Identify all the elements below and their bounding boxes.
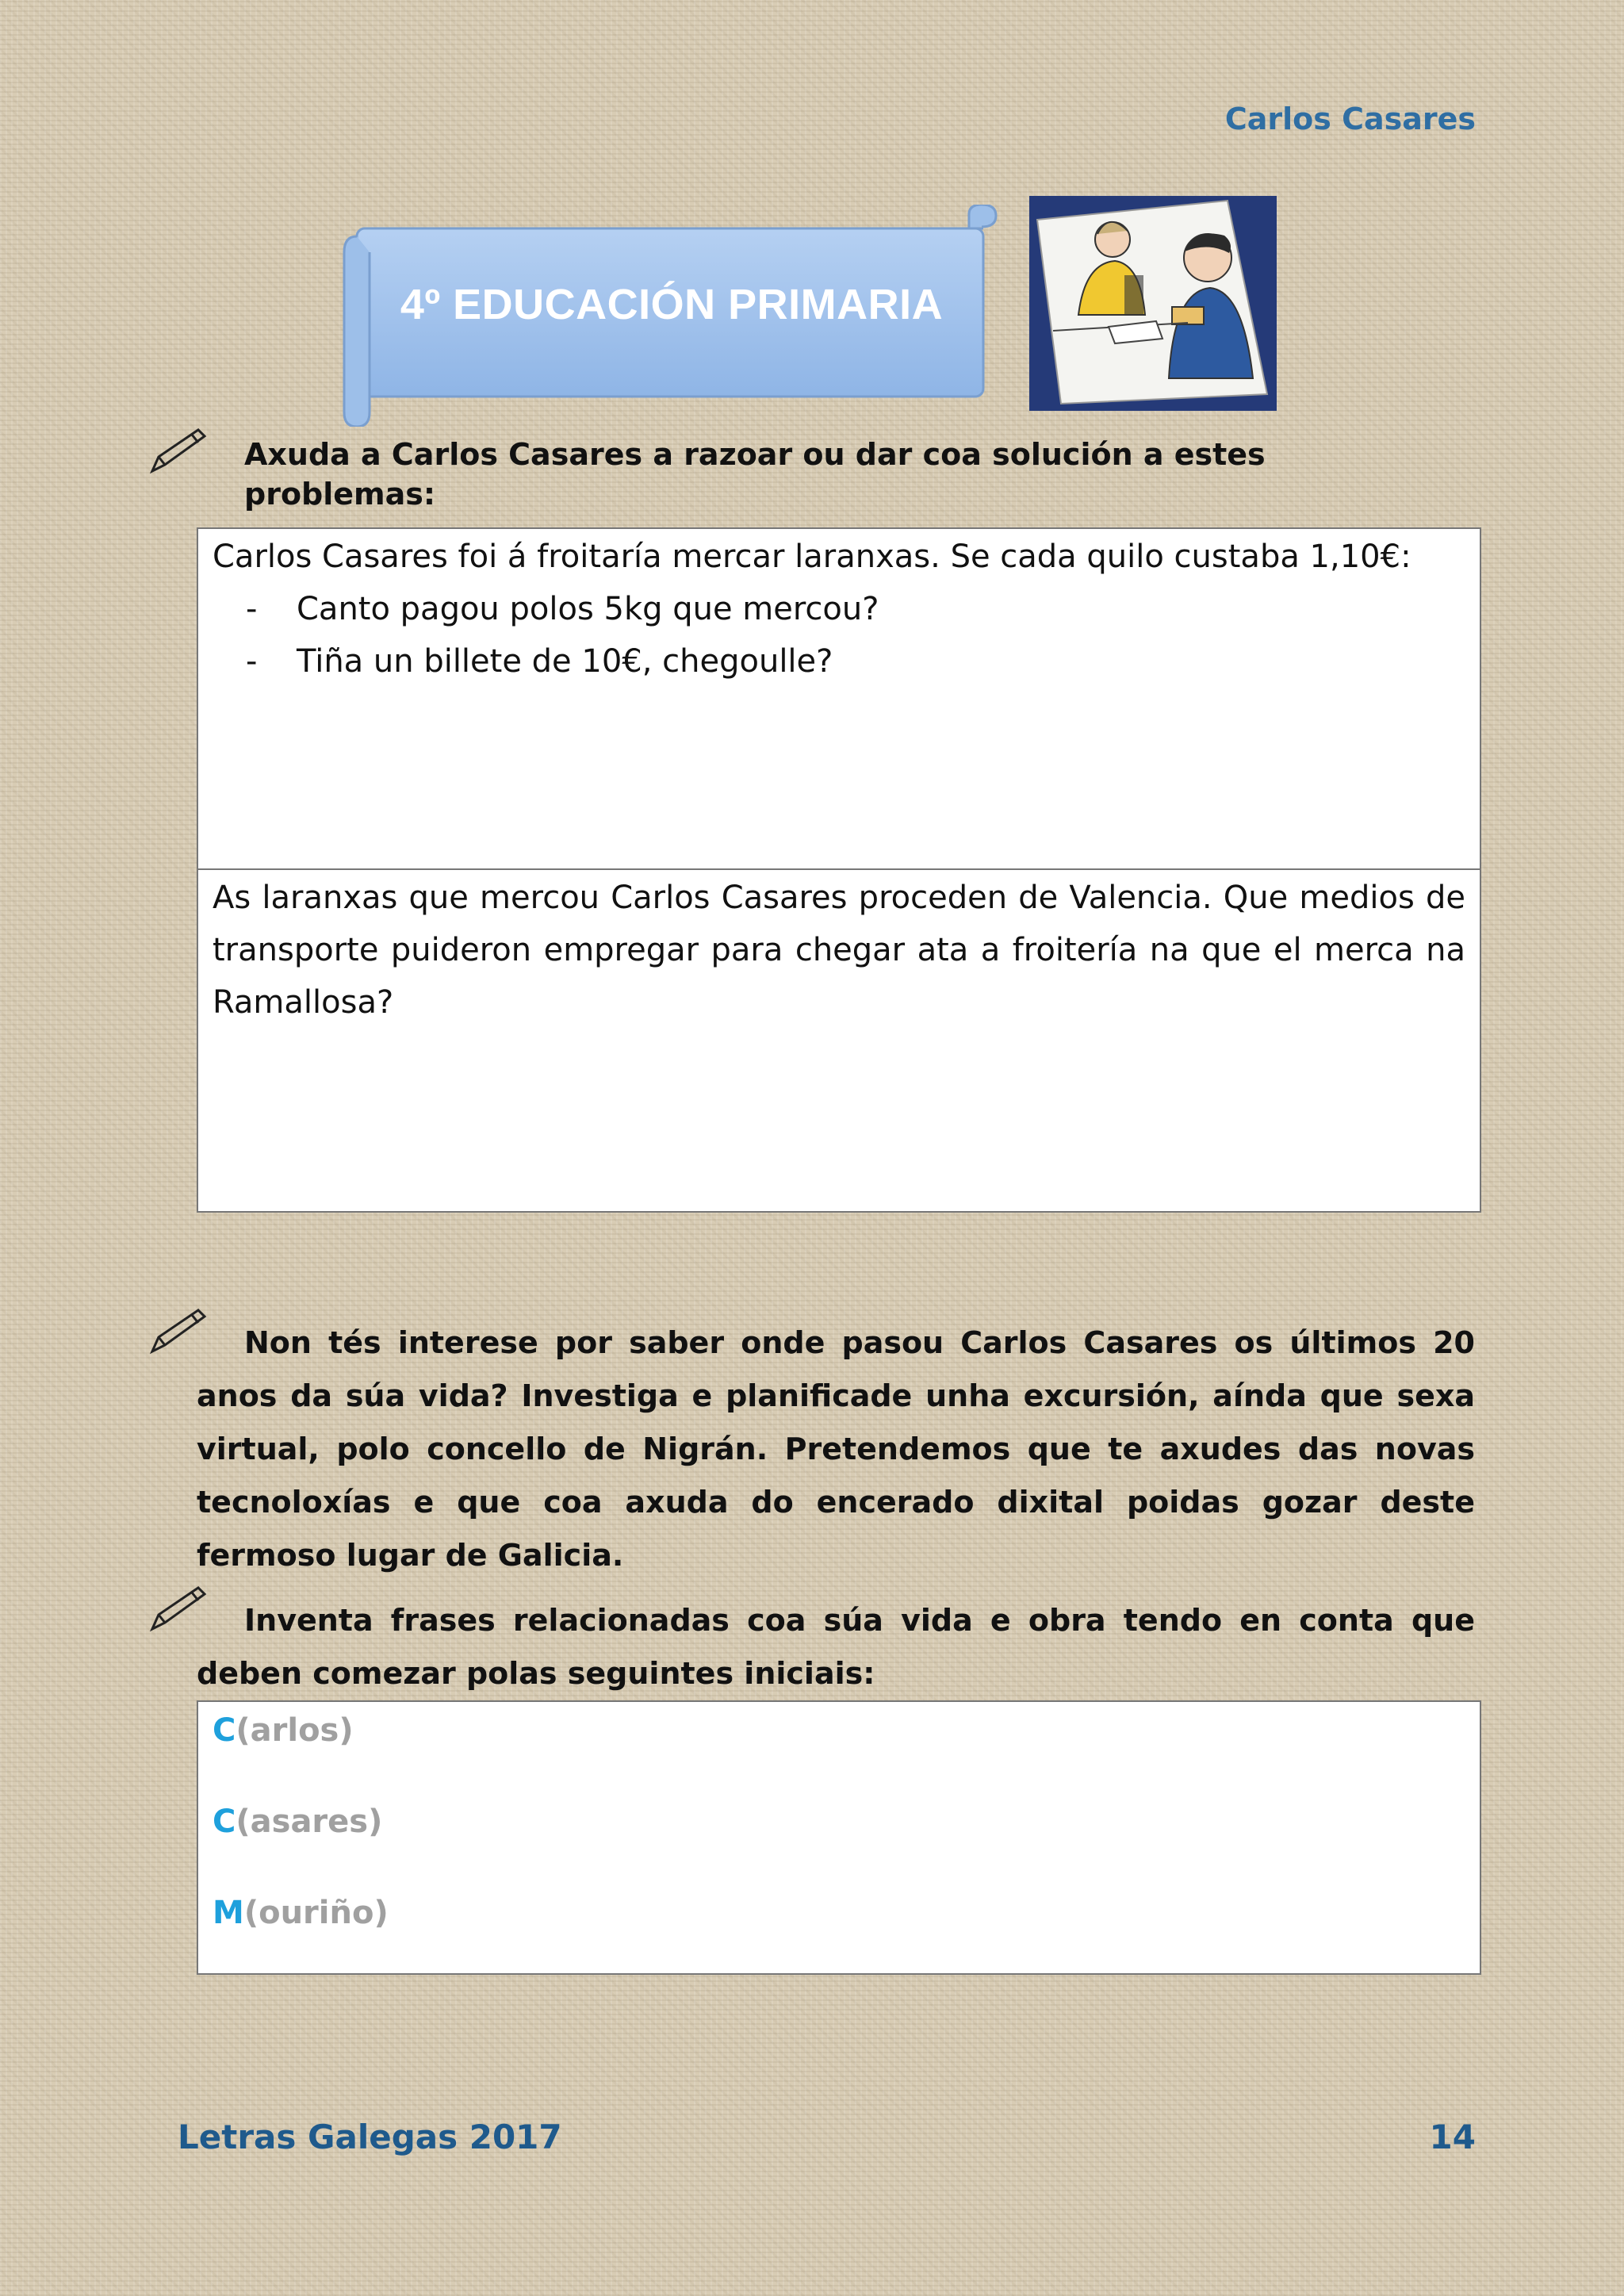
problem-box-oranges: [197, 527, 1481, 870]
acrostic-rest: (ouriño): [243, 1895, 389, 1931]
question-text: Canto pagou polos 5kg que mercou?: [297, 591, 879, 627]
problem-question-2: [198, 635, 1480, 688]
header-author-name: Carlos Casares: [1224, 102, 1476, 136]
acrostic-line-casares: [198, 1800, 1480, 1844]
acrostic-rest: (asares): [236, 1803, 383, 1840]
bullet-dash: -: [246, 591, 258, 627]
acrostic-initial: C: [213, 1803, 236, 1840]
acrostic-initial: M: [213, 1895, 244, 1931]
acrostic-line-mourino: [198, 1891, 1480, 1935]
bullet-dash: -: [246, 643, 258, 680]
cartoon-illustration: [1029, 196, 1277, 411]
question-text: Tiña un billete de 10€, chegoulle?: [297, 643, 833, 680]
acrostic-rest: (arlos): [236, 1712, 354, 1749]
problem-transport-text: As laranxas que mercou Carlos Casares proceden de Valencia. Que medios de transporte puideron empregar para chegar ata a froitería na que el merca na Ramallosa?: [213, 880, 1465, 1021]
instruction-acrostic: Inventa frases relacionadas coa súa vida e obra tendo en conta que deben comezar polas seguintes iniciais:: [197, 1603, 1475, 1691]
instruction-excursion: Non tés interese por saber onde pasou Carlos Casares os últimos 20 anos da súa vida? Investiga e planificade unha excursión, aínda que sexa virtual, polo concello de Nigrán. Pretendemos que te axudes das novas tecnoloxías e que coa axuda do encerado dixital poidas gozar deste fermoso lugar de Galicia.: [197, 1325, 1475, 1573]
footer-title: Letras Galegas 2017: [178, 2118, 562, 2156]
grade-title: 4º EDUCACIÓN PRIMARIA: [400, 281, 944, 328]
problem-oranges-intro: Carlos Casares foi á froitaría mercar laranxas. Se cada quilo custaba 1,10€:: [213, 539, 1411, 575]
acrostic-box: [197, 1700, 1481, 1975]
problem-question-1: [198, 583, 1480, 635]
grade-banner: [343, 205, 1001, 427]
cartoon-image: [1029, 196, 1277, 411]
instruction-problems: Axuda a Carlos Casares a razoar ou dar coa solución a estes problemas:: [244, 437, 1266, 512]
acrostic-initial: C: [213, 1712, 236, 1749]
page-number: 14: [1429, 2118, 1476, 2156]
acrostic-line-carlos: [198, 1708, 1480, 1753]
pencil-icon: [147, 425, 209, 476]
problem-box-transport: [197, 868, 1481, 1213]
